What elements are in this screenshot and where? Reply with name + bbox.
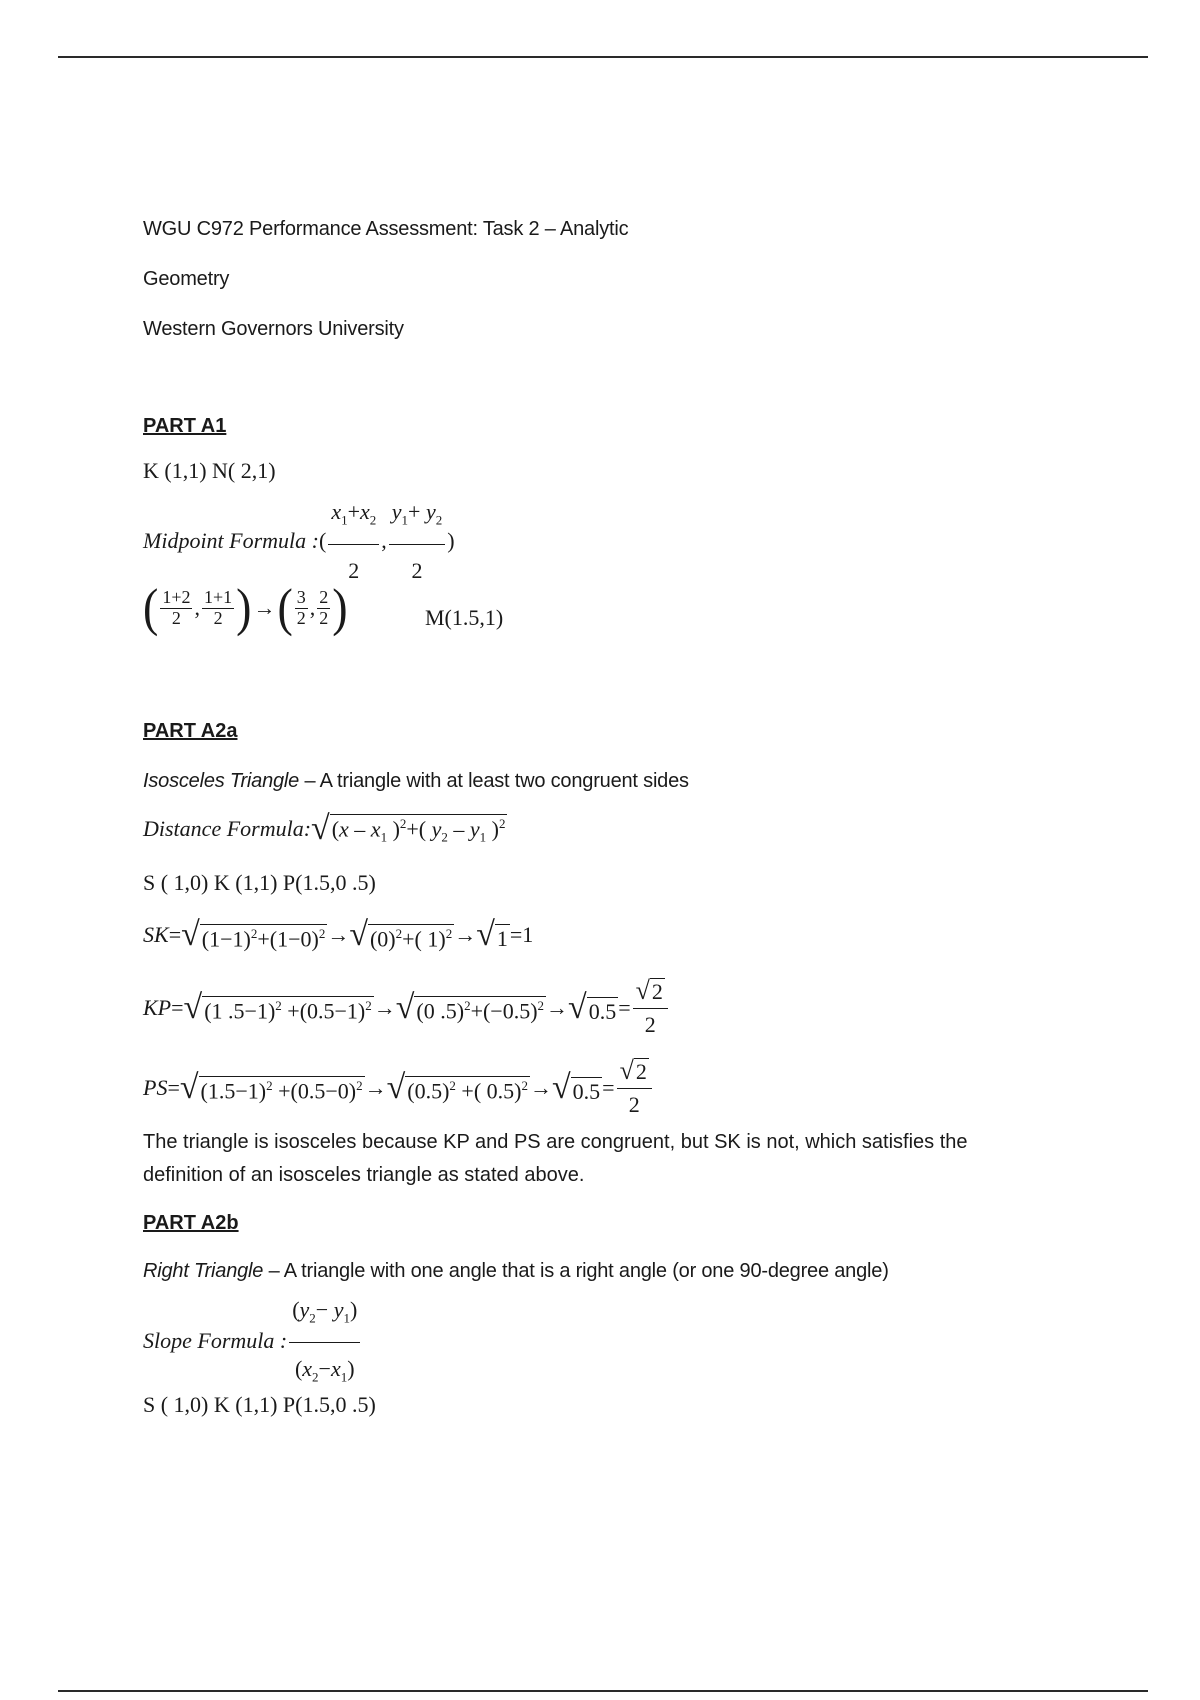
top-rule — [58, 56, 1148, 58]
part-a1-points: K (1,1) N( 2,1) — [143, 458, 276, 483]
part-a1-heading: PART A1 — [143, 415, 227, 437]
university-name: Western Governors University — [143, 318, 404, 340]
midpoint-label: Midpoint Formula : — [143, 528, 319, 554]
distance-ps: PS = √ $(1.5-1)^2 +(0.5-0)^2$ → √ $(0.5)^2$ +( 0.5)$^2$ → √ 0.5 = √ 2 2 — [143, 1058, 654, 1118]
bottom-rule — [58, 1690, 1148, 1692]
right-triangle-definition — [143, 1260, 889, 1283]
part-a2b-heading: PART A2b — [143, 1212, 239, 1234]
isosceles-conclusion: The triangle is isosceles because KP and PS are congruent, but SK is not, which satisfies the definition of an isosceles triangle as stated above. — [143, 1131, 968, 1186]
slope-formula: Slope Formula : $\frac{(y_2- y_1)}{(x_2-x_1)}$ — [143, 1298, 362, 1384]
distance-formula: Distance Formula: √ ($x - x_1$ )$^2$+( $y_2 - y_1$ )$^2$ — [143, 810, 506, 847]
title-line-1: WGU C972 Performance Assessment: Task 2 – Analytic — [143, 218, 629, 240]
right-triangle-term: Right Triangle — [143, 1260, 264, 1282]
midpoint-formula: Midpoint Formula : ( $\frac{x_1+x_2}{2}$ , $\frac{y_1+ y_2}{2}$ ) — [143, 499, 455, 583]
slope-label: Slope Formula : — [143, 1328, 288, 1354]
isosceles-definition-text: – A triangle with at least two congruent sides — [299, 770, 689, 792]
distance-sk: SK = √ $(1-1)^2+(1-0)^2$ → √ $(0)^2+$( 1)$^2$ → √ 1 =1 — [143, 916, 534, 953]
part-a2a-heading: PART A2a — [143, 720, 238, 742]
title-line-2: Geometry — [143, 268, 230, 290]
distance-kp: KP = √ (1 $.5-1)^2 +(0.5-1)^2$ → √ (0 $.5)^2+(-0.5)^2$ → √ 0.5 = √ 2 2 — [143, 978, 670, 1038]
right-triangle-definition-text: – A triangle with one angle that is a right angle (or one 90-degree angle) — [263, 1260, 889, 1282]
part-a2b-points: S ( 1,0) K (1,1) P(1.5,0 .5) — [143, 1392, 376, 1417]
midpoint-result: M(1.5,1) — [425, 605, 504, 630]
isosceles-term: Isosceles Triangle — [143, 770, 300, 792]
part-a2a-points: S ( 1,0) K (1,1) P(1.5,0 .5) — [143, 870, 376, 895]
isosceles-definition — [143, 770, 689, 793]
midpoint-computation: ( $\frac{1+2}{2}$ , $\frac{1+1}{2}$ ) → ( $\frac{3}{2}$ , $\frac{2}{2}$ ) — [143, 578, 348, 637]
distance-label: Distance Formula: — [143, 816, 312, 841]
